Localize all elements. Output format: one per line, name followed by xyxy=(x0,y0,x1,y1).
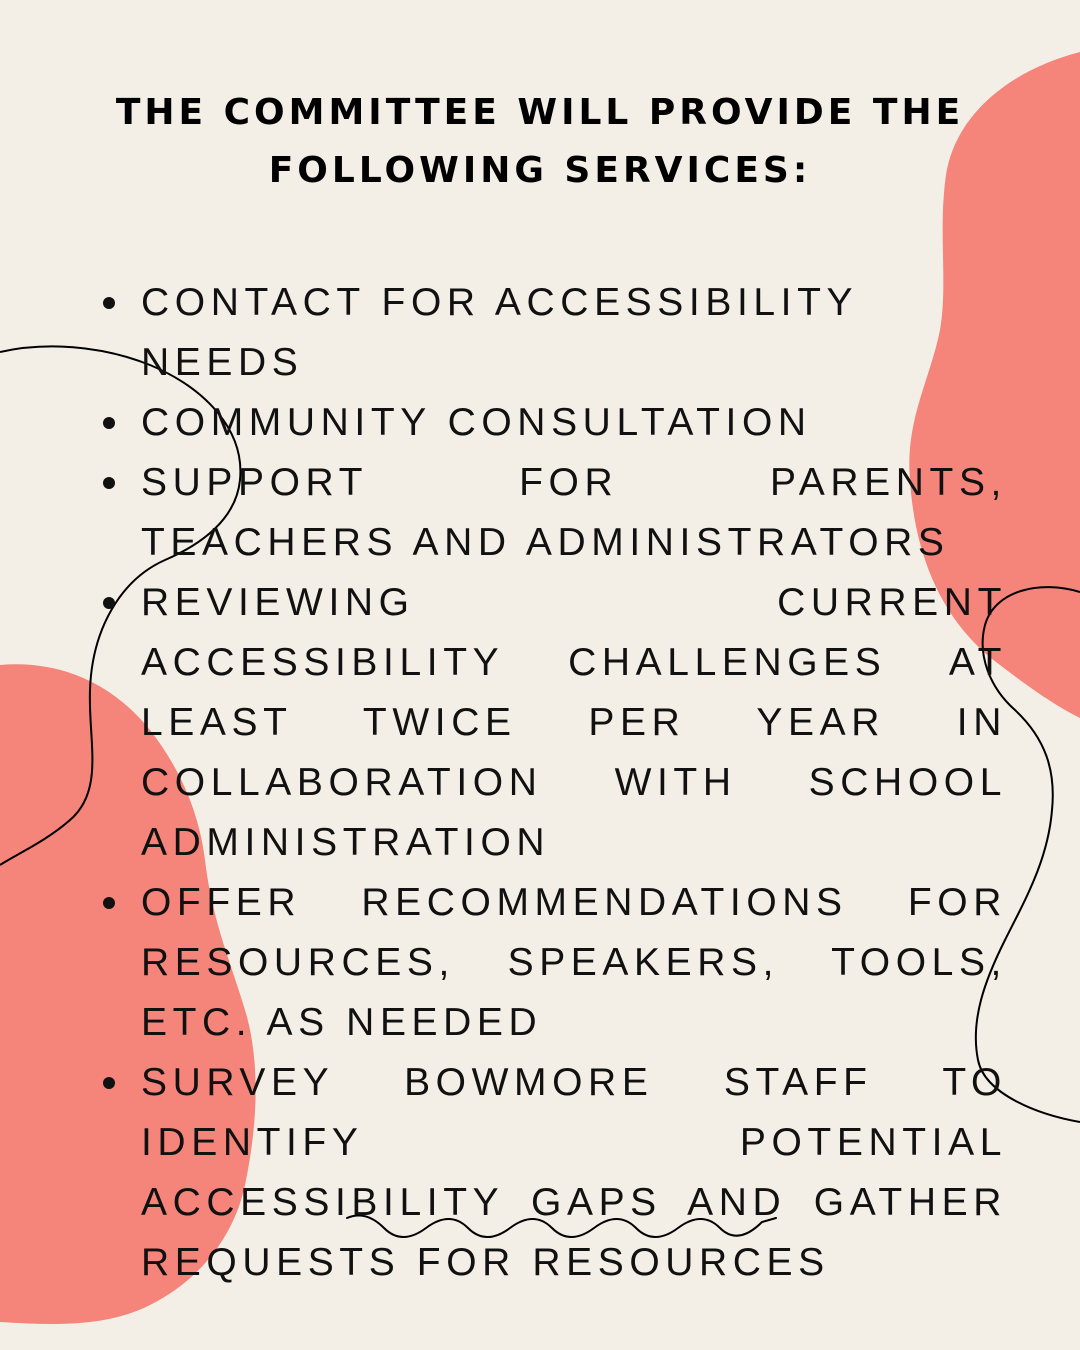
service-text: CONTACT FOR ACCESSIBILITY NEEDS xyxy=(141,281,858,384)
service-item-contact xyxy=(141,273,1007,393)
service-item-reviewing xyxy=(141,573,1007,873)
bullet-icon xyxy=(103,477,115,489)
service-text: SURVEY BOWMORE STAFF TO IDENTIFY POTENTIAL ACCESSIBILITY GAPS AND GATHER REQUESTS FOR RESOURCES xyxy=(141,1061,1007,1284)
service-text: COMMUNITY CONSULTATION xyxy=(141,401,812,444)
service-text: OFFER RECOMMENDATIONS FOR RESOURCES, SPEAKERS, TOOLS, ETC. AS NEEDED xyxy=(141,881,1007,1044)
bullet-icon xyxy=(103,297,115,309)
service-item-survey xyxy=(141,1053,1007,1293)
bullet-icon xyxy=(103,897,115,909)
services-list xyxy=(141,273,1007,1293)
page-heading xyxy=(90,84,990,200)
heading-line-2: FOLLOWING SERVICES: xyxy=(268,150,812,191)
service-text: REVIEWING CURRENT ACCESSIBILITY CHALLENGES AT LEAST TWICE PER YEAR IN COLLABORATION WITH SCHOOL ADMINISTRATION xyxy=(141,581,1007,864)
heading-line-1: THE COMMITTEE WILL PROVIDE THE xyxy=(115,92,965,133)
service-item-consultation xyxy=(141,393,1007,453)
bullet-icon xyxy=(103,597,115,609)
service-text: SUPPORT FOR PARENTS, TEACHERS AND ADMINISTRATORS xyxy=(141,461,1007,564)
bullet-icon xyxy=(103,1077,115,1089)
bullet-icon xyxy=(103,417,115,429)
service-item-support xyxy=(141,453,1007,573)
service-item-recommendations xyxy=(141,873,1007,1053)
